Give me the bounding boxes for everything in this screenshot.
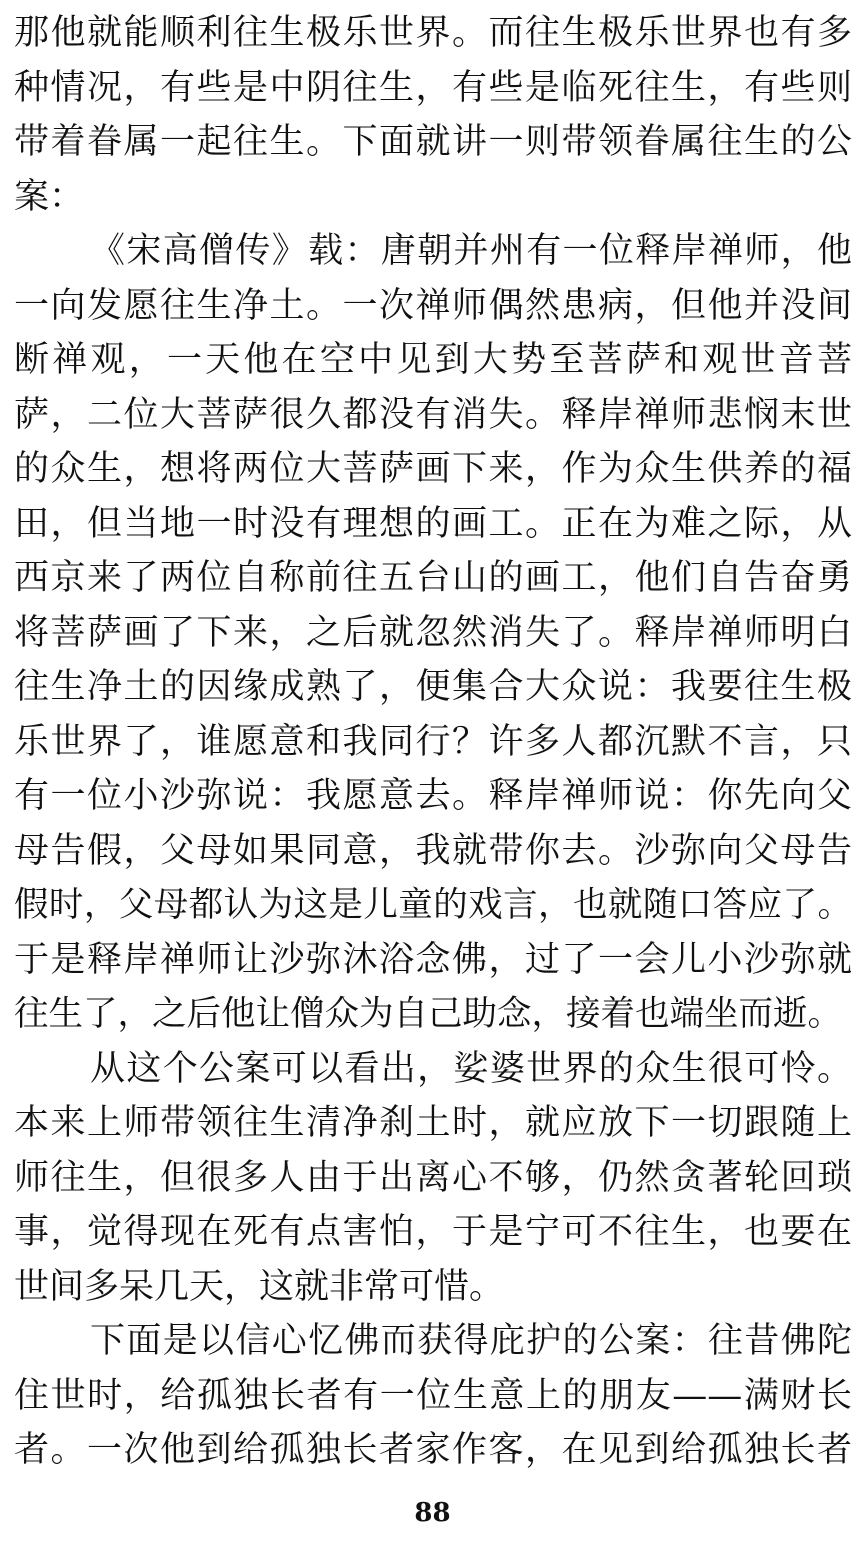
- text-line: 住世时，给孤独长者有一位生意上的朋友——满财长: [14, 1375, 852, 1416]
- text-line: 往生净土的因缘成熟了，便集合大众说：我要往生极: [14, 667, 852, 707]
- text-line: 本来上师带领往生清净刹土时，就应放下一切跟随上: [14, 1103, 852, 1143]
- paragraph-start-line: 从这个公案可以看出，娑婆世界的众生很可怜。: [90, 1048, 852, 1089]
- text-line: 事，觉得现在死有点害怕，于是宁可不往生，也要在: [14, 1212, 852, 1252]
- text-line: 有一位小沙弥说：我愿意去。释岸禅师说：你先向父: [14, 776, 852, 816]
- text-line: 断禅观，一天他在空中见到大势至菩萨和观世音菩: [14, 340, 852, 380]
- text-line: 往生了，之后他让僧众为自己助念，接着也端坐而逝。: [14, 994, 842, 1034]
- text-line: 种情况，有些是中阴往生，有些是临死往生，有些则: [14, 67, 852, 108]
- text-line: 一向发愿往生净土。一次禅师偶然患病，但他并没间: [14, 285, 852, 326]
- text-line: 世间多呆几天，这就非常可惜。: [14, 1266, 505, 1307]
- text-line: 的众生，想将两位大菩萨画下来，作为众生供养的福: [14, 449, 852, 489]
- text-line: 带着眷属一起往生。下面就讲一则带领眷属往生的公: [14, 122, 852, 162]
- text-line: 萨，二位大菩萨很久都没有消失。释岸禅师悲悯末世: [14, 394, 852, 435]
- text-line: 乐世界了，谁愿意和我同行？许多人都沉默不言，只: [14, 721, 852, 762]
- text-line: 那他就能顺利往生极乐世界。而往生极乐世界也有多: [14, 13, 852, 53]
- paragraph-start-line: 下面是以信心忆佛而获得庇护的公案：往昔佛陀: [90, 1321, 852, 1361]
- text-line: 田，但当地一时没有理想的画工。正在为难之际，从: [14, 503, 852, 544]
- text-line: 于是释岸禅师让沙弥沐浴念佛，过了一会儿小沙弥就: [14, 939, 852, 980]
- text-line: 者。一次他到给孤独长者家作客，在见到给孤独长者: [14, 1430, 852, 1470]
- text-line: 西京来了两位自称前往五台山的画工，他们自告奋勇: [14, 558, 852, 598]
- paragraph-start-line: 《宋高僧传》载：唐朝并州有一位释岸禅师，他: [90, 231, 852, 271]
- text-line: 母告假，父母如果同意，我就带你去。沙弥向父母告: [14, 830, 852, 871]
- text-line: 将菩萨画了下来，之后就忽然消失了。释岸禅师明白: [14, 612, 852, 653]
- text-line: 师往生，但很多人由于出离心不够，仍然贪著轮回琐: [14, 1157, 852, 1198]
- text-line: 假时，父母都认为这是儿童的戏言，也就随口答应了。: [14, 885, 852, 925]
- body-text: [14, 6, 852, 1478]
- page-number: 88: [414, 1498, 451, 1528]
- text-line: 案：: [14, 176, 85, 217]
